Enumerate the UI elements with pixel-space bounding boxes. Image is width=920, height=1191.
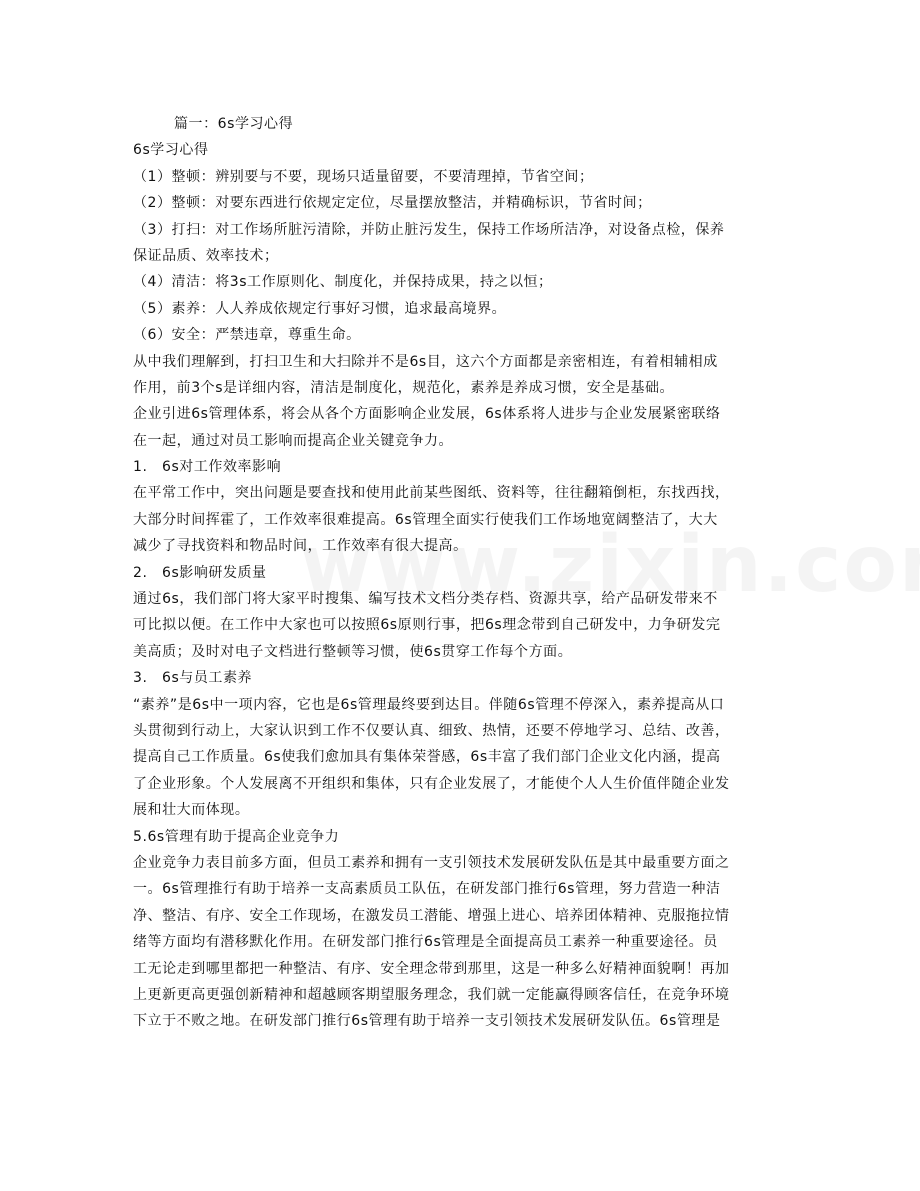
- text-line: 美高质；及时对电子文档进行整顿等习惯，使6s贯穿工作每个方面。: [133, 643, 573, 660]
- text-line: 展和壮大而体现。: [133, 802, 250, 819]
- text-line: （5）素养：人人养成依规定行事好习惯，追求最高境界。: [133, 300, 507, 317]
- text-line: 头贯彻到行动上，大家认识到工作不仅要认真、细致、热情，还要不停地学习、总结、改善，: [133, 722, 730, 739]
- document-body: [133, 111, 783, 1035]
- text-line: （3）打扫：对工作场所脏污清除，并防止脏污发生，保持工作场所洁净，对设备点检，保养: [133, 221, 725, 238]
- section-heading: 3. 6s与员工素养: [133, 670, 253, 687]
- text-line: “素养”是6s中一项内容，它也是6s管理最终要到达目。伴随6s管理不停深入，素养提高从口: [133, 696, 725, 713]
- text-line: 上更新更高更强创新精神和超越顾客期望服务理念，我们就一定能赢得顾客信任，在竞争环境: [133, 986, 730, 1003]
- text-line: 企业引进6s管理体系，将会从各个方面影响企业发展，6s体系将人进步与企业发展紧密联络: [133, 406, 721, 423]
- text-line: （1）整顿：辨别要与不要，现场只适量留要，不要清理掉，节省空间；: [133, 168, 594, 185]
- text-line: 保证品质、效率技术；: [133, 247, 279, 264]
- text-line: 绪等方面均有潜移默化作用。在研发部门推行6s管理是全面提高员工素养一种重要途径。员: [133, 934, 718, 951]
- text-line: 一。6s管理推行有助于培养一支高素质员工队伍，在研发部门推行6s管理，努力营造一种洁: [133, 881, 721, 898]
- section-heading: 1. 6s对工作效率影响: [133, 459, 282, 476]
- text-line: 在平常工作中，突出问题是要查找和使用此前某些图纸、资料等，往往翻箱倒柜，东找西找，: [133, 485, 730, 502]
- text-line: 6s学习心得: [133, 142, 209, 159]
- text-line: 从中我们理解到，打扫卫生和大扫除并不是6s目，这六个方面都是亲密相连，有着相辅相成: [133, 353, 718, 370]
- section-heading: 2. 6s影响研发质量: [133, 564, 267, 581]
- text-line: 作用，前3个s是详细内容，清洁是制度化，规范化，素养是养成习惯，安全是基础。: [133, 379, 675, 396]
- text-line: 了企业形象。个人发展离不开组织和集体，只有企业发展了，才能使个人人生价值伴随企业发: [133, 775, 730, 792]
- text-line: 可比拟以便。在工作中大家也可以按照6s原则行事，把6s理念带到自己研发中，力争研发完: [133, 617, 721, 634]
- text-line: 通过6s，我们部门将大家平时搜集、编写技术文档分类存档、资源共享，给产品研发带来不: [133, 591, 718, 608]
- text-line: 在一起，通过对员工影响而提高企业关键竞争力。: [133, 432, 454, 449]
- section-heading: 5.6s管理有助于提高企业竞争力: [133, 828, 340, 845]
- text-line: （2）整顿：对要东西进行依规定定位，尽量摆放整洁，并精确标识，节省时间；: [133, 195, 652, 212]
- document-title: 篇一：6s学习心得: [174, 116, 294, 132]
- text-line: 大部分时间挥霍了，工作效率很难提高。6s管理全面实行使我们工作场地宽阔整洁了，大大: [133, 511, 718, 528]
- text-line: 工无论走到哪里都把一种整洁、有序、安全理念带到那里，这是一种多么好精神面貌啊！再加: [133, 960, 730, 977]
- text-line: （4）清洁：将3s工作原则化、制度化，并保持成果，持之以恒；: [133, 274, 553, 291]
- text-line: 企业竞争力表目前多方面，但员工素养和拥有一支引领技术发展研发队伍是其中最重要方面之: [133, 854, 730, 871]
- text-line: 提高自己工作质量。6s使我们愈加具有集体荣誉感，6s丰富了我们部门企业文化内涵，提高: [133, 749, 721, 766]
- text-line: 下立于不败之地。在研发部门推行6s管理有助于培养一支引领技术发展研发队伍。6s管理是: [133, 1013, 721, 1030]
- text-line: 净、整洁、有序、安全工作现场，在激发员工潜能、增强上进心、培养团体精神、克服拖拉情: [133, 907, 730, 924]
- text-line: （6）安全：严禁违章，尊重生命。: [133, 327, 361, 344]
- text-line: 减少了寻找资料和物品时间，工作效率有很大提高。: [133, 538, 468, 555]
